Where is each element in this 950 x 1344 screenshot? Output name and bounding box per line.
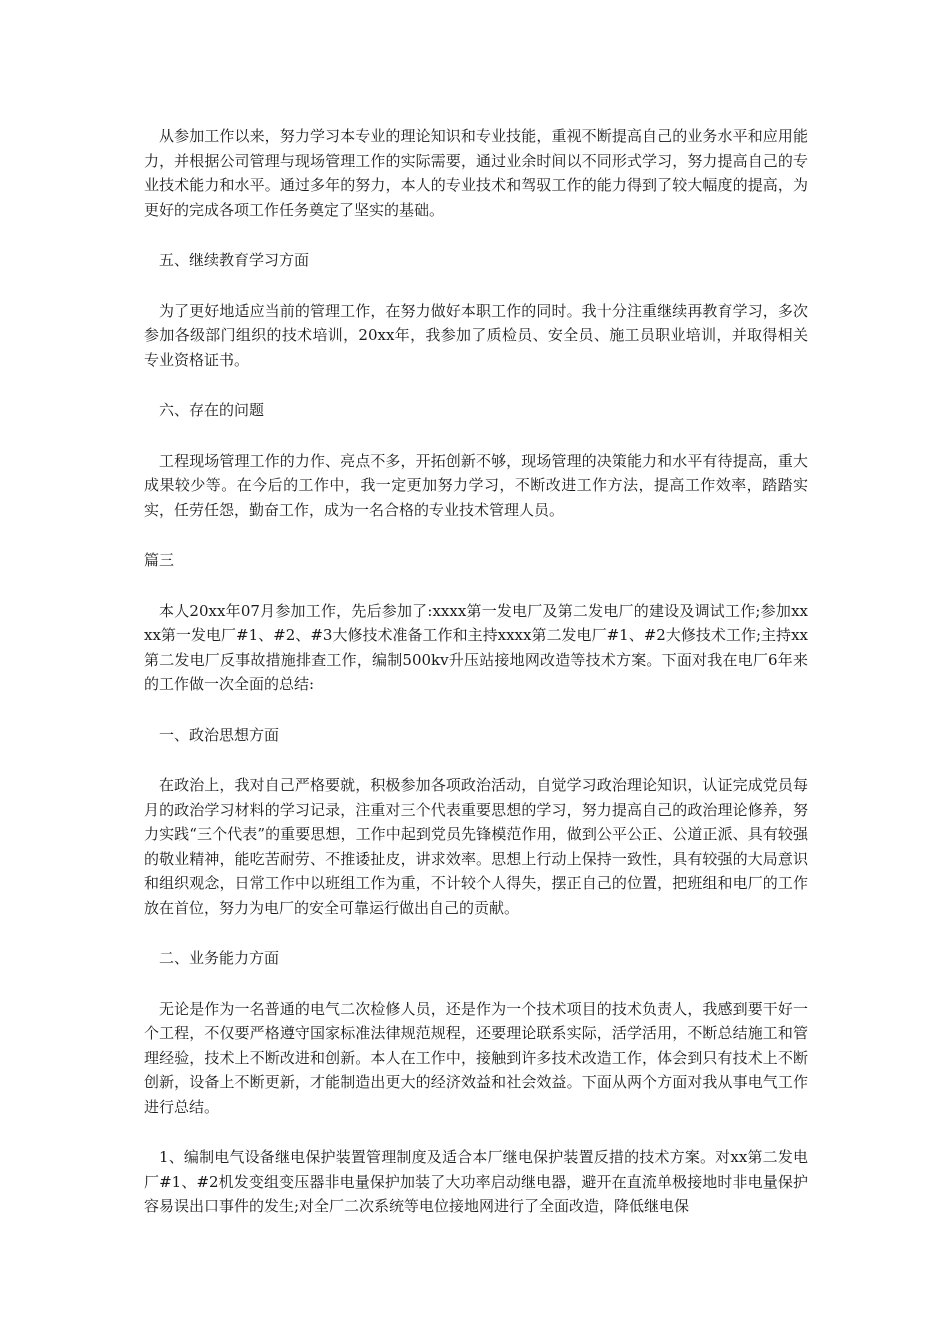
heading-political-thought: 一、政治思想方面 xyxy=(159,725,280,744)
heading-existing-problems: 六、存在的问题 xyxy=(159,401,265,419)
heading-continuing-education: 五、继续教育学习方面 xyxy=(159,251,310,269)
paragraph-relay-protection: 1、编制电气设备继电保护装置管理制度及适合本厂继电保护装置反措的技术方案。对xx第二发电厂#1、#2机发变组变压器非电量保护加装了大功率启动继电器，避开在直流单极接地时非电量保护容易误出口事件的发生;对全厂二次系统等电位接地网进行了全面改造，降低继电保 xyxy=(144,1148,808,1215)
paragraph-work-overview: 本人20xx年07月参加工作，先后参加了:xxxx第一发电厂及第二发电厂的建设及调试工作;参加xxxx第一发电厂#1、#2、#3大修技术准备工作和主持xxxx第二发电厂#1、#2大修技术工作;主持xx第二发电厂反事故措施排查工作，编制500kv升压站接地网改造等技术方案。下面对我在电厂6年来的工作做一次全面的总结: xyxy=(144,601,808,693)
document-body xyxy=(144,124,808,1245)
paragraph-existing-problems: 工程现场管理工作的力作、亮点不多，开拓创新不够，现场管理的决策能力和水平有待提高，重大成果较少等。在今后的工作中，我一定更加努力学习，不断改进工作方法，提高工作效率，踏踏实实，任劳任怨，勤奋工作，成为一名合格的专业技术管理人员。 xyxy=(144,451,808,519)
paragraph-business-ability: 无论是作为一名普通的电气二次检修人员，还是作为一个技术项目的技术负责人，我感到要干好一个工程，不仅要严格遵守国家标准法律规范规程，还要理论联系实际，活学活用，不断总结施工和管理经验，技术上不断改进和创新。本人在工作中，接触到许多技术改造工作，体会到只有技术上不断创新，设备上不断更新，才能制造出更大的经济效益和社会效益。下面从两个方面对我从事电气工作进行总结。 xyxy=(144,999,808,1116)
section-title-part-three: 篇三 xyxy=(144,551,175,569)
paragraph-political-thought: 在政治上，我对自己严格要就，积极参加各项政治活动，自觉学习政治理论知识，认证完成党员每月的政治学习材料的学习记录，注重对三个代表重要思想的学习，努力提高自己的政治理论修养，努力实践“三个代表”的重要思想，工作中起到党员先锋模范作用，做到公平公正、公道正派、具有较强的敬业精神，能吃苦耐劳、不推诿扯皮，讲求效率。思想上行动上保持一致性，具有较强的大局意识和组织观念，日常工作中以班组工作为重，不计较个人得失，摆正自己的位置，把班组和电厂的工作放在首位，努力为电厂的安全可靠运行做出自己的贡献。 xyxy=(144,776,808,917)
heading-business-ability: 二、业务能力方面 xyxy=(159,949,280,967)
paragraph-continuing-education: 为了更好地适应当前的管理工作，在努力做好本职工作的同时。我十分注重继续再教育学习，多次参加各级部门组织的技术培训，20xx年，我参加了质检员、安全员、施工员职业培训，并取得相关专业资格证书。 xyxy=(144,301,808,369)
paragraph-self-study: 从参加工作以来，努力学习本专业的理论知识和专业技能，重视不断提高自己的业务水平和应用能力，并根据公司管理与现场管理工作的实际需要，通过业余时间以不同形式学习，努力提高自己的专业技术能力和水平。通过多年的努力，本人的专业技术和驾驭工作的能力得到了较大幅度的提高，为更好的完成各项工作任务奠定了坚实的基础。 xyxy=(144,127,808,219)
